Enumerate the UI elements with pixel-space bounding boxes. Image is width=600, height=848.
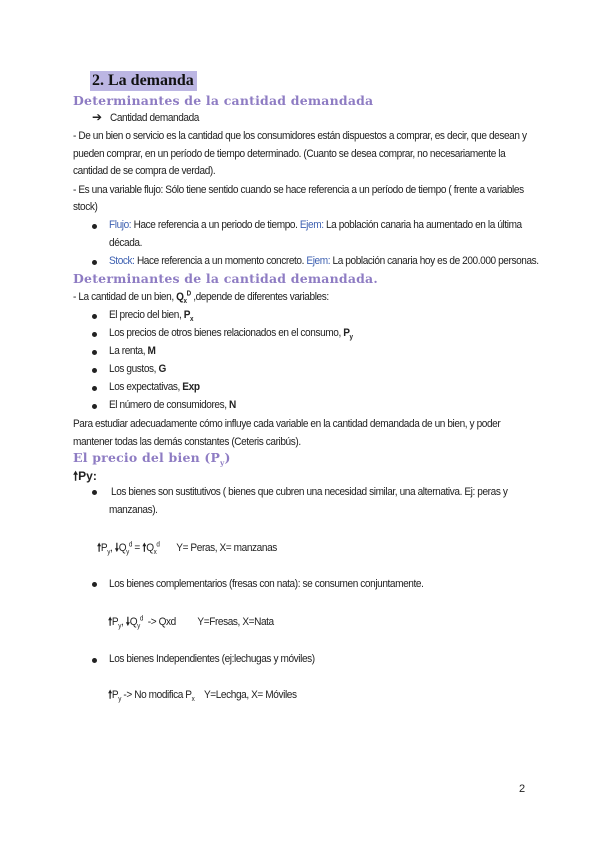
para-flujo-line2: stock) (73, 201, 98, 213)
list-item (109, 397, 236, 414)
term-ejem: Ejem: (306, 255, 331, 267)
bullet-icon (92, 490, 97, 495)
arrow-up-icon: 🠕 (73, 469, 79, 483)
variable-label: El número de consumidores, (109, 399, 230, 411)
term-stock: Stock: (109, 255, 135, 267)
para-definition-line2: pueden comprar, en un período de tiempo determinado. (Cuanto se desea comprar, no necesariamente la (73, 148, 506, 160)
term-flujo: Flujo: (109, 219, 132, 231)
bullet-icon (92, 368, 97, 373)
arrow-up-icon: 🠕 (108, 689, 112, 701)
variable-symbol: N (229, 399, 236, 411)
arrow-down-icon: 🠗 (114, 542, 119, 554)
bullet-icon (92, 332, 97, 337)
list-item-stock (109, 253, 539, 270)
para-definition-line3: cantidad de se compra de verdad). (73, 165, 216, 177)
independientes-legend: Y=Lechga, X= Móviles (203, 689, 297, 701)
list-item-complementarios: Los bienes complementarios (fresas con nata): se consumen conjuntamente. (109, 578, 424, 590)
para-flujo-line1: - Es una variable flujo: Sólo tiene sentido cuando se hace referencia a un período de tiempo ( frente a variables (73, 184, 524, 196)
variable-label: El precio del bien, (109, 309, 184, 321)
list-item (109, 379, 200, 396)
term-ejem: Ejem: (299, 219, 324, 231)
formula-complementarios: $🠕P_y$, $🠗Q_y^d$ -> Qxd Y=Fresas, X=Nata (108, 615, 274, 631)
section-heading-precio (73, 450, 231, 468)
intro-text-end: ,depende de diferentes variables: (190, 291, 329, 303)
variable-subscript: y (349, 334, 353, 342)
flujo-example-line2: década. (109, 237, 143, 249)
formula-sustitutivos: $🠕P_y$, $🠗Q_y^d$ = $🠕Q_x^d$ Y= Peras, X= manzanas (97, 541, 277, 557)
para-ceteris-line2: mantener todas las demás constantes (Ceteris caribús). (73, 436, 301, 448)
variable-symbol: Exp (182, 381, 200, 393)
list-item (109, 325, 353, 342)
bullet-icon (92, 260, 97, 265)
list-item (109, 361, 166, 378)
bullet-icon (92, 386, 97, 391)
para-definition-line1: - De un bien o servicio es la cantidad que los consumidores están dispuestos a comprar, es decir, que desean y (73, 130, 527, 142)
py-label-text: Py: (78, 469, 97, 483)
section-heading-determinantes-2: Determinantes de la cantidad demandada. (73, 271, 378, 286)
variable-label: Los expectativas, (109, 381, 183, 393)
variable-symbol: G (158, 363, 166, 375)
arrow-up-icon: 🠕 (108, 616, 112, 628)
heading-close: ) (224, 450, 231, 465)
sustitutivos-line2: manzanas). (109, 504, 158, 516)
section-heading-determinantes: Determinantes de la cantidad demandada (73, 93, 374, 108)
symbol-q-sup: D (186, 290, 191, 298)
bullet-icon (92, 350, 97, 355)
bullet-icon (92, 658, 97, 663)
symbol-q-sub: x (183, 298, 187, 306)
para-variables-intro (73, 289, 329, 306)
variable-label: La renta, (109, 345, 148, 357)
variable-label: Los precios de otros bienes relacionados en el consumo, (109, 327, 344, 339)
list-item (109, 343, 155, 360)
variable-symbol: P (183, 309, 191, 321)
bullet-icon (92, 404, 97, 409)
flujo-example: La población canaria ha aumentado en la última (323, 219, 522, 231)
formula-independientes: $🠕P_y -> No$ modifica $P_x$ Y=Lechga, X= Móviles (108, 689, 297, 704)
arrow-right-icon: ➔ (92, 110, 103, 124)
flujo-definition: Hace referencia a un periodo de tiempo. (131, 219, 300, 231)
bullet-icon (92, 582, 97, 587)
heading-text: El precio del bien (P (73, 450, 221, 465)
independientes-formula-text: -> No modifica P (120, 689, 192, 701)
variable-label: Los gustos, (109, 363, 159, 375)
para-ceteris-line1: Para estudiar adecuadamente cómo influye cada variable en la cantidad demandada de un bien, y poder (73, 418, 501, 430)
list-item-sustitutivos: Los bienes son sustitutivos ( bienes que cubren una necesidad similar, una alternativa. Ej: peras y (111, 486, 508, 498)
variable-symbol: P (343, 327, 350, 339)
sustitutivos-legend: Y= Peras, X= manzanas (176, 542, 277, 554)
intro-text: - La cantidad de un bien, (73, 291, 177, 303)
variable-subscript: x (190, 316, 194, 324)
bullet-icon (92, 314, 97, 319)
list-item-independientes: Los bienes Independientes (ej:lechugas y móviles) (109, 653, 315, 665)
py-label (73, 467, 97, 488)
stock-definition: Hace referencia a un momento concreto. (134, 255, 307, 267)
variable-symbol: M (147, 345, 156, 357)
symbol-q: Q (176, 291, 184, 303)
page-number: 2 (519, 783, 526, 795)
arrow-up-icon: 🠕 (142, 542, 147, 554)
chapter-title: 2. La demanda (90, 71, 197, 91)
heading-sub: y (220, 458, 225, 468)
list-item-flujo (109, 217, 522, 234)
complementarios-legend: Y=Fresas, X=Nata (197, 616, 274, 628)
stock-example: La población canaria hoy es de 200.000 personas. (330, 255, 539, 267)
arrow-item-cantidad: Cantidad demandada (110, 112, 200, 124)
arrow-down-icon: 🠗 (125, 616, 130, 628)
list-item (109, 307, 193, 324)
bullet-icon (92, 224, 97, 229)
arrow-up-icon: 🠕 (97, 542, 101, 554)
